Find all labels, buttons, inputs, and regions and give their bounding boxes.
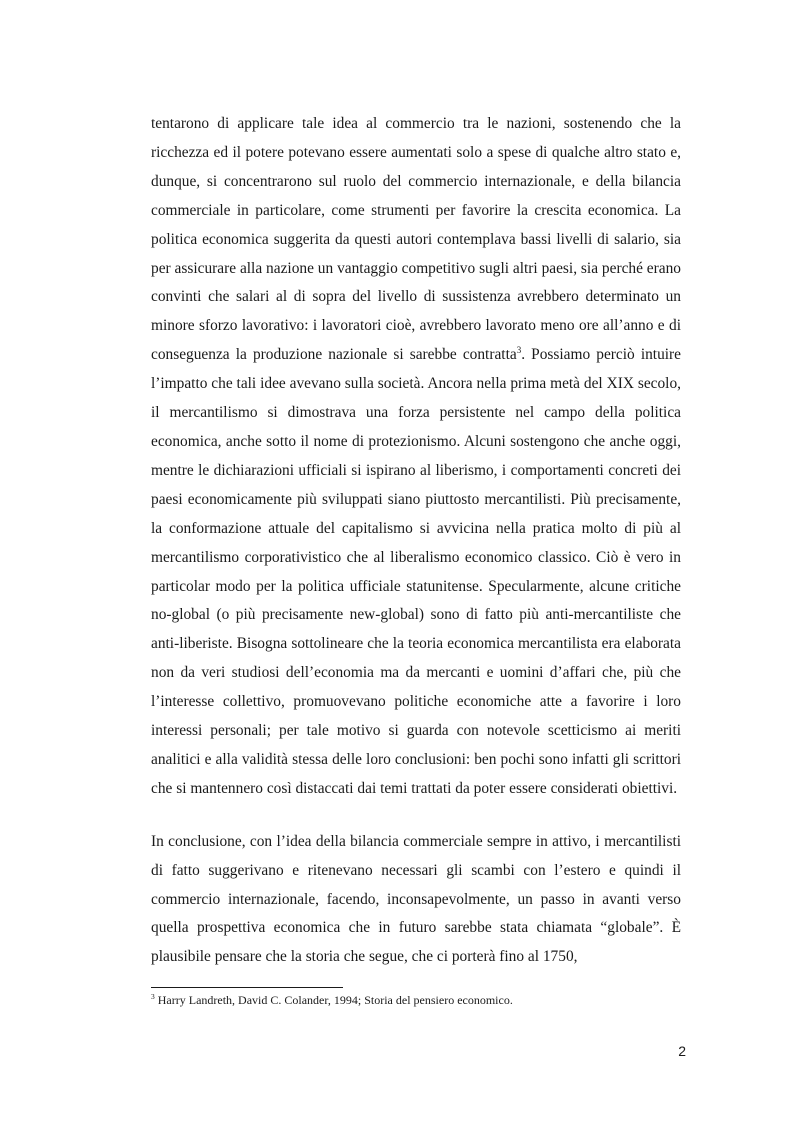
- paragraph-1-part-b: . Possiamo perciò intuire l’impatto che tali idee avevano sulla società. Ancora nella prima metà del XIX secolo, il mercantilismo si dimostrava una forza persistente nel campo della politica economica, anche sotto il nome di protezionismo. Alcuni sostengono che anche oggi, mentre le dichiarazioni ufficiali si ispirano al liberismo, i comportamenti concreti dei paesi economicamente più sviluppati siano piuttosto mercantilisti. Più precisamente, la conformazione attuale del capitalismo si avvicina nella pratica molto di più al mercantilismo corporativistico che al liberalismo economico classico. Ciò è vero in particolar modo per la politica ufficiale statunitense. Specularmente, alcune critiche no-global (o più precisamente new-global) sono di fatto più anti-mercantiliste che anti-liberiste. Bisogna sottolineare che la teoria economica mercantilista era elaborata non da veri studiosi dell’economia ma da mercanti e uomini d’affari che, più che l’interesse collettivo, promuovevano politiche economiche atte a favorire i loro interessi personali; per tale motivo si guarda con notevole scetticismo ai meriti analitici e alla validità stessa delle loro conclusioni: ben pochi sono infatti gli scrittori che si mantennero così distaccati dai temi trattati da poter essere considerati obiettivi.: [151, 346, 681, 797]
- footnote-text: Harry Landreth, David C. Colander, 1994; Storia del pensiero economico.: [154, 993, 513, 1007]
- paragraph-2: In conclusione, con l’idea della bilancia commerciale sempre in attivo, i mercantilisti di fatto suggerivano e ritenevano necessari gli scambi con l’estero e quindi il commercio internazionale, facendo, inconsapevolmente, un passo in avanti verso quella prospettiva economica che in futuro sarebbe stata chiamata “globale”. È plausibile pensare che la storia che segue, che ci porterà fino al 1750,: [151, 832, 681, 966]
- paragraph-1: [151, 110, 681, 804]
- footnote-marker: 3: [151, 992, 155, 1001]
- page-number: 2: [678, 1043, 686, 1059]
- footnote-separator: [151, 987, 343, 988]
- footnote: [151, 992, 681, 1008]
- paragraph-1-part-a: tentarono di applicare tale idea al commercio tra le nazioni, sostenendo che la ricchezza ed il potere potevano essere aumentati solo a spese di qualche altro stato e, dunque, si concentrarono sul ruolo del commercio internazionale, e della bilancia commerciale in particolare, come strumenti per favorire la crescita economica. La politica economica suggerita da questi autori contemplava bassi livelli di salario, sia per assicurare alla nazione un vantaggio competitivo sugli altri paesi, sia perché erano convinti che salari al di sopra del livello di sussistenza avrebbero determinato un minore sforzo lavorativo: i lavoratori cioè, avrebbero lavorato meno ore all’anno e di conseguenza la produzione nazionale si sarebbe contratta: [151, 115, 681, 364]
- footnote-reference[interactable]: 3: [516, 345, 522, 356]
- body-text: [151, 110, 681, 972]
